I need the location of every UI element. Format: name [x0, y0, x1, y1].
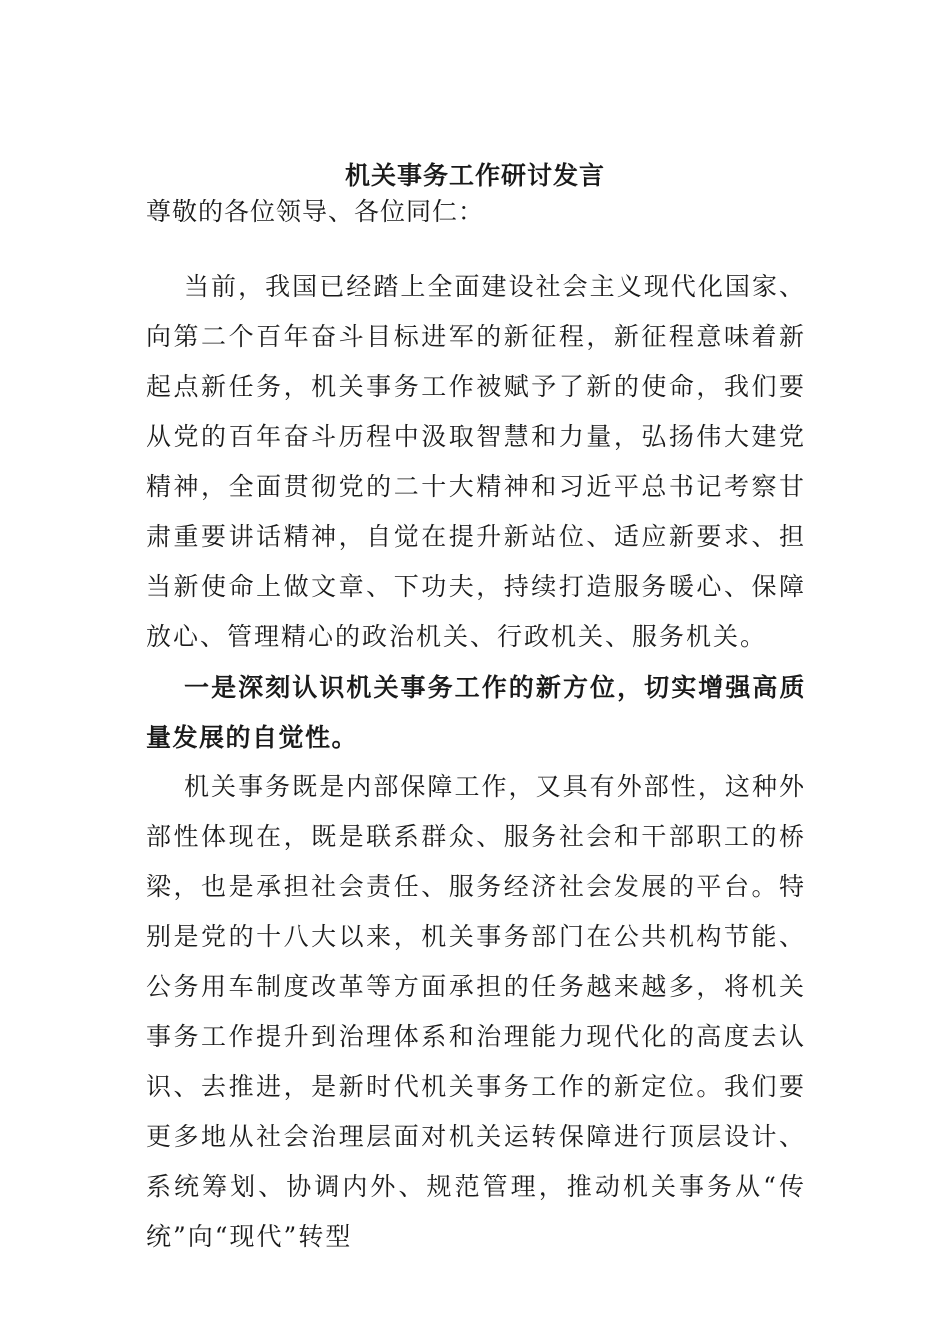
section-heading-1: 一是深刻认识机关事务工作的新方位，切实增强高质量发展的自觉性。	[146, 673, 806, 752]
salutation: 尊敬的各位领导、各位同仁：	[146, 197, 485, 226]
paragraph-section-1: 机关事务既是内部保障工作，又具有外部性，这种外部性体现在，既是联系群众、服务社会和干部职工的桥梁，也是承担社会责任、服务经济社会发展的平台。特别是党的十八大以来，机关事务部门在公共机构节能、公务用车制度改革等方面承担的任务越来越多，将机关事务工作提升到治理体系和治理能力现代化的高度去认识、去推进，是新时代机关事务工作的新定位。我们要更多地从社会治理层面对机关运转保障进行顶层设计、系统筹划、协调内外、规范管理，推动机关事务从“传统”向“现代”转型	[146, 772, 806, 1251]
document-title: 机关事务工作研讨发言	[344, 161, 605, 190]
paragraph-intro: 当前，我国已经踏上全面建设社会主义现代化国家、向第二个百年奋斗目标进军的新征程，新征程意味着新起点新任务，机关事务工作被赋予了新的使命，我们要从党的百年奋斗历程中汲取智慧和力量，弘扬伟大建党精神，全面贯彻党的二十大精神和习近平总书记考察甘肃重要讲话精神，自觉在提升新站位、适应新要求、担当新使命上做文章、下功夫，持续打造服务暖心、保障放心、管理精心的政治机关、行政机关、服务机关。	[146, 272, 806, 651]
